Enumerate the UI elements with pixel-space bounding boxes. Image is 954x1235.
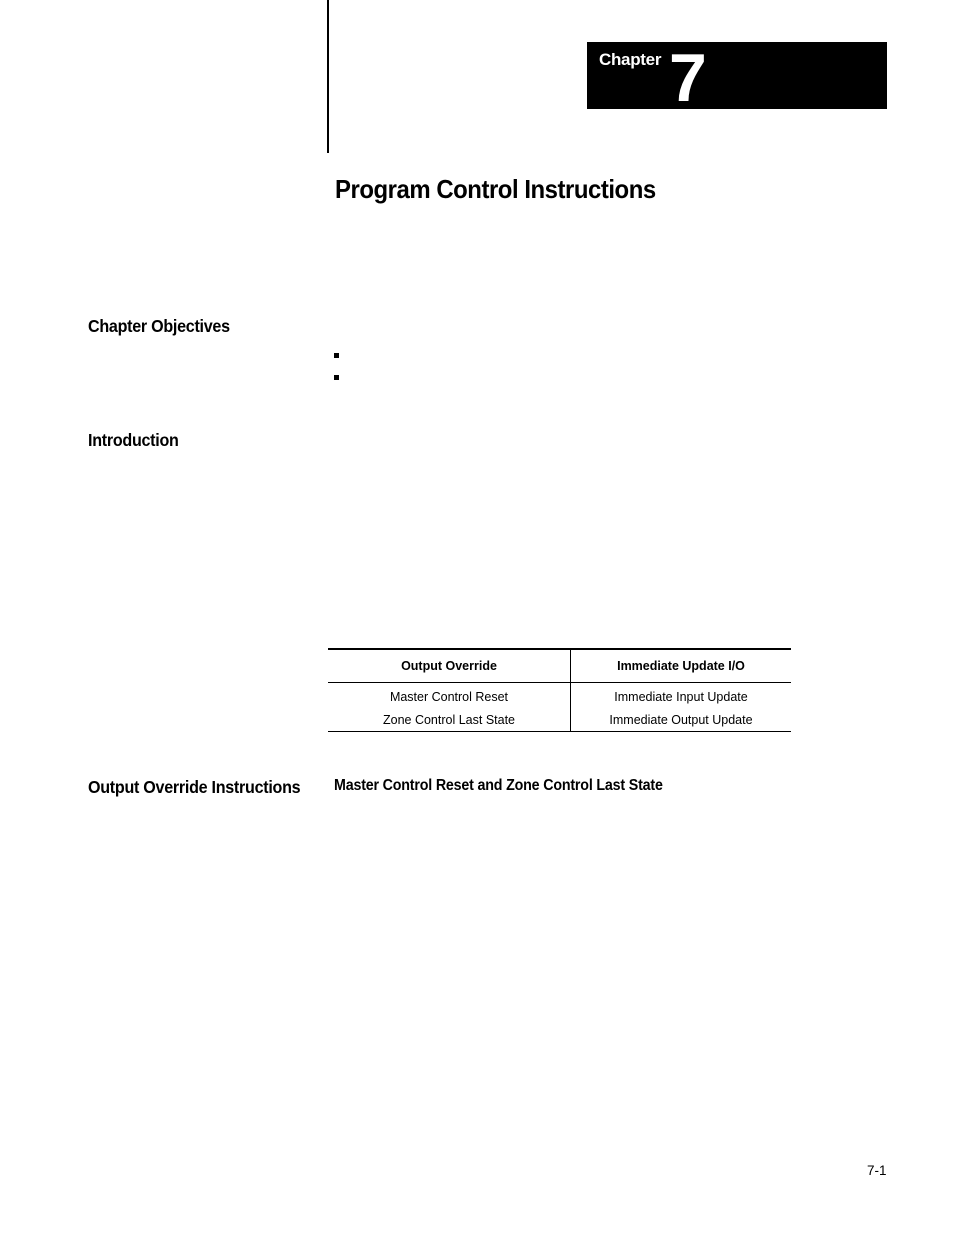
chapter-label: Chapter bbox=[599, 50, 662, 69]
table-header-row bbox=[328, 649, 791, 683]
table-row bbox=[328, 683, 791, 709]
chapter-number: 7 bbox=[669, 40, 707, 116]
table-cell: Immediate Output Update bbox=[571, 708, 792, 732]
page-number: 7-1 bbox=[867, 1163, 887, 1178]
section-heading-chapter-objectives: Chapter Objectives bbox=[88, 316, 230, 336]
table-cell: Immediate Input Update bbox=[614, 689, 748, 704]
subheading-master-control-reset: Master Control Reset and Zone Control Last State bbox=[334, 777, 663, 794]
section-heading-output-override: Output Override Instructions bbox=[88, 777, 301, 797]
table-row bbox=[328, 708, 791, 732]
table-cell: Master Control Reset bbox=[328, 683, 571, 709]
instruction-table bbox=[328, 648, 791, 732]
table-header-immediate-update: Immediate Update I/O bbox=[571, 649, 792, 683]
section-heading-introduction: Introduction bbox=[88, 430, 179, 450]
bullet-marker bbox=[334, 375, 339, 380]
page-title: Program Control Instructions bbox=[335, 174, 656, 204]
chapter-margin-rule bbox=[327, 0, 329, 153]
table-cell: Zone Control Last State bbox=[328, 708, 571, 732]
table-header-output-override: Output Override bbox=[328, 649, 571, 683]
chapter-tab bbox=[587, 40, 887, 116]
bullet-marker bbox=[334, 353, 339, 358]
